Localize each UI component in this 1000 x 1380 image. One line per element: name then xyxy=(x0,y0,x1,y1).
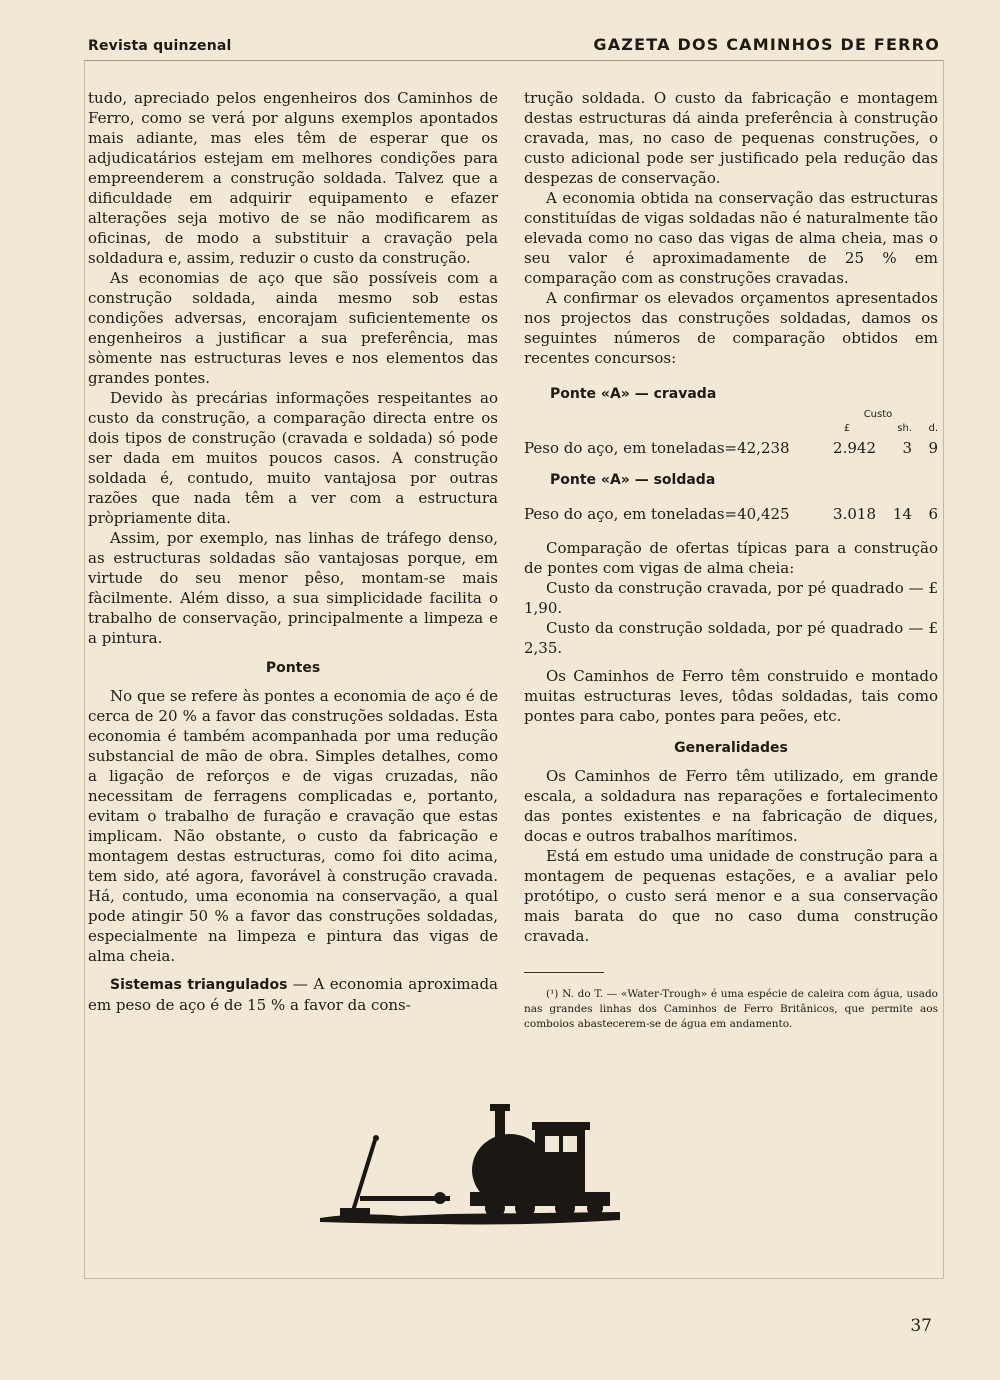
paragraph: A confirmar os elevados orçamentos apresentados nos projectos das construções soldadas, damos os seguintes números de comparação obtidos em recentes concursos: xyxy=(524,289,938,367)
pence-value: 9 xyxy=(928,439,938,457)
paragraph: Devido às precárias informações respeitantes ao custo da construção, a comparação directa entre os dois tipos de construção (cravada e soldada) só pode ser dada em muitos poucos casos. A construção soldada é, contudo, muito vantajosa por outras razões que nada têm a ver com a estructura pròpriamente dita. xyxy=(88,389,498,527)
run-in-heading: Sistemas triangulados xyxy=(110,977,288,993)
cost-units xyxy=(524,422,938,436)
paragraph-text: — A economia aproximada em peso de aço é de 15 % a favor da cons- xyxy=(88,975,498,1014)
table-row xyxy=(524,438,938,458)
shilling-value: 14 xyxy=(892,505,912,523)
paragraph: A economia obtida na conservação das estructuras constituídas de vigas soldadas não é naturalmente tão elevada como no caso das vigas de alma cheia, mas o seu valor é aproximadamente de 25 % em comparação com as construções cravadas. xyxy=(524,189,938,287)
paragraph xyxy=(88,974,498,1015)
right-column xyxy=(524,88,938,1032)
paragraph: Assim, por exemplo, nas linhas de tráfego denso, as estructuras soldadas são vantajosas porque, em virtude do seu menor pêso, montam-se mais fàcilmente. Além disso, a sua simplicidade facilita o trabalho de conservação, principalmente a limpeza e a pintura. xyxy=(88,529,498,647)
page-number: 37 xyxy=(910,1316,932,1336)
row-description: Peso do aço, em toneladas=42,238 xyxy=(524,439,790,457)
paragraph: trução soldada. O custo da fabricação e montagem destas estructuras dá ainda preferência à construção cravada, mas, no caso de pequenas construções, o custo adicional pode ser justificado pela redução das despezas de conservação. xyxy=(524,89,938,187)
paragraph: tudo, apreciado pelos engenheiros dos Caminhos de Ferro, como se verá por alguns exemplos apontados mais adiante, mas eles têm de esperar que os adjudicatários estejam em melhores condições para empreenderem a construção soldada. Talvez que a dificuldade em adquirir equipamento e efazer alterações seja motivo de se não modificarem as oficinas, de modo a substituir a cravação pela soldadura e, assim, reduzir o custo da construção. xyxy=(88,89,498,267)
row-description: Peso do aço, em toneladas=40,425 xyxy=(524,505,790,523)
footnote: (¹) N. do T. — «Water-Trough» é uma espécie de caleira com água, usado nas grandes linhas dos Caminhos de Ferro Britânicos, que permite aos comboios abastecerem-se de água em andamento. xyxy=(524,988,938,1030)
paragraph: Está em estudo uma unidade de construção para a montagem de pequenas estações, e a avaliar pelo protótipo, o custo será menor e a sua conservação mais barata do que no caso duma construção cravada. xyxy=(524,847,938,945)
table-heading-soldada: Ponte «A» — soldada xyxy=(550,472,716,488)
section-title-generalidades: Generalidades xyxy=(674,740,788,756)
custo-label: Custo xyxy=(863,409,893,420)
paragraph: Comparação de ofertas típicas para a construção de pontes com vigas de alma cheia: xyxy=(524,539,938,577)
pound-column: £ xyxy=(843,423,851,434)
page-header xyxy=(88,28,940,54)
footnote-rule xyxy=(524,972,604,973)
table-heading-cravada: Ponte «A» — cravada xyxy=(550,386,717,402)
publication-title: GAZETA DOS CAMINHOS DE FERRO xyxy=(593,35,940,54)
locomotive-illustration xyxy=(320,1100,620,1230)
paragraph: Os Caminhos de Ferro têm construido e montado muitas estructuras leves, tôdas soldadas, tais como pontes para cabo, pontes para peões, etc. xyxy=(524,667,938,725)
shilling-value: 3 xyxy=(902,439,912,457)
cost-header xyxy=(524,408,938,422)
section-title-pontes: Pontes xyxy=(265,660,321,676)
table-row xyxy=(524,504,938,524)
pound-value: 3.018 xyxy=(833,505,876,523)
shilling-column: sh. xyxy=(897,423,912,434)
publication-frequency: Revista quinzenal xyxy=(88,38,232,54)
left-column xyxy=(88,88,498,1015)
paragraph: No que se refere às pontes a economia de aço é de cerca de 20 % a favor das construções soldadas. Esta economia é também acompanhada por uma redução substancial de mão de obra. Simples detalhes, como a ligação de reforços e de vigas cruzadas, não necessitam de ferragens complicadas e, portanto, evitam o trabalho de furação e cravação que estas implicam. Não obstante, o custo da fabricação e montagem destas estructuras, como foi dito acima, tem sido, até agora, favorável à construção cravada. Há, contudo, uma economia na conservação, a qual pode atingir 50 % a favor das construções soldadas, especialmente na limpeza e pintura das vigas de alma cheia. xyxy=(88,687,498,965)
pence-column: d. xyxy=(928,423,938,434)
pound-value: 2.942 xyxy=(833,439,876,457)
paragraph: Custo da construção soldada, por pé quadrado — £ 2,35. xyxy=(524,619,938,657)
paragraph: Custo da construção cravada, por pé quadrado — £ 1,90. xyxy=(524,579,938,617)
paragraph: As economias de aço que são possíveis com a construção soldada, ainda mesmo sob estas condições adversas, encorajam suficientemente os engenheiros a justificar a sua preferência, mas sòmente nas estructuras leves e nos elementos das grandes pontes. xyxy=(88,269,498,387)
paragraph: Os Caminhos de Ferro têm utilizado, em grande escala, a soldadura nas reparações e fortalecimento das pontes existentes e na fabricação de diques, docas e outros trabalhos marítimos. xyxy=(524,767,938,845)
pence-value: 6 xyxy=(928,505,938,523)
